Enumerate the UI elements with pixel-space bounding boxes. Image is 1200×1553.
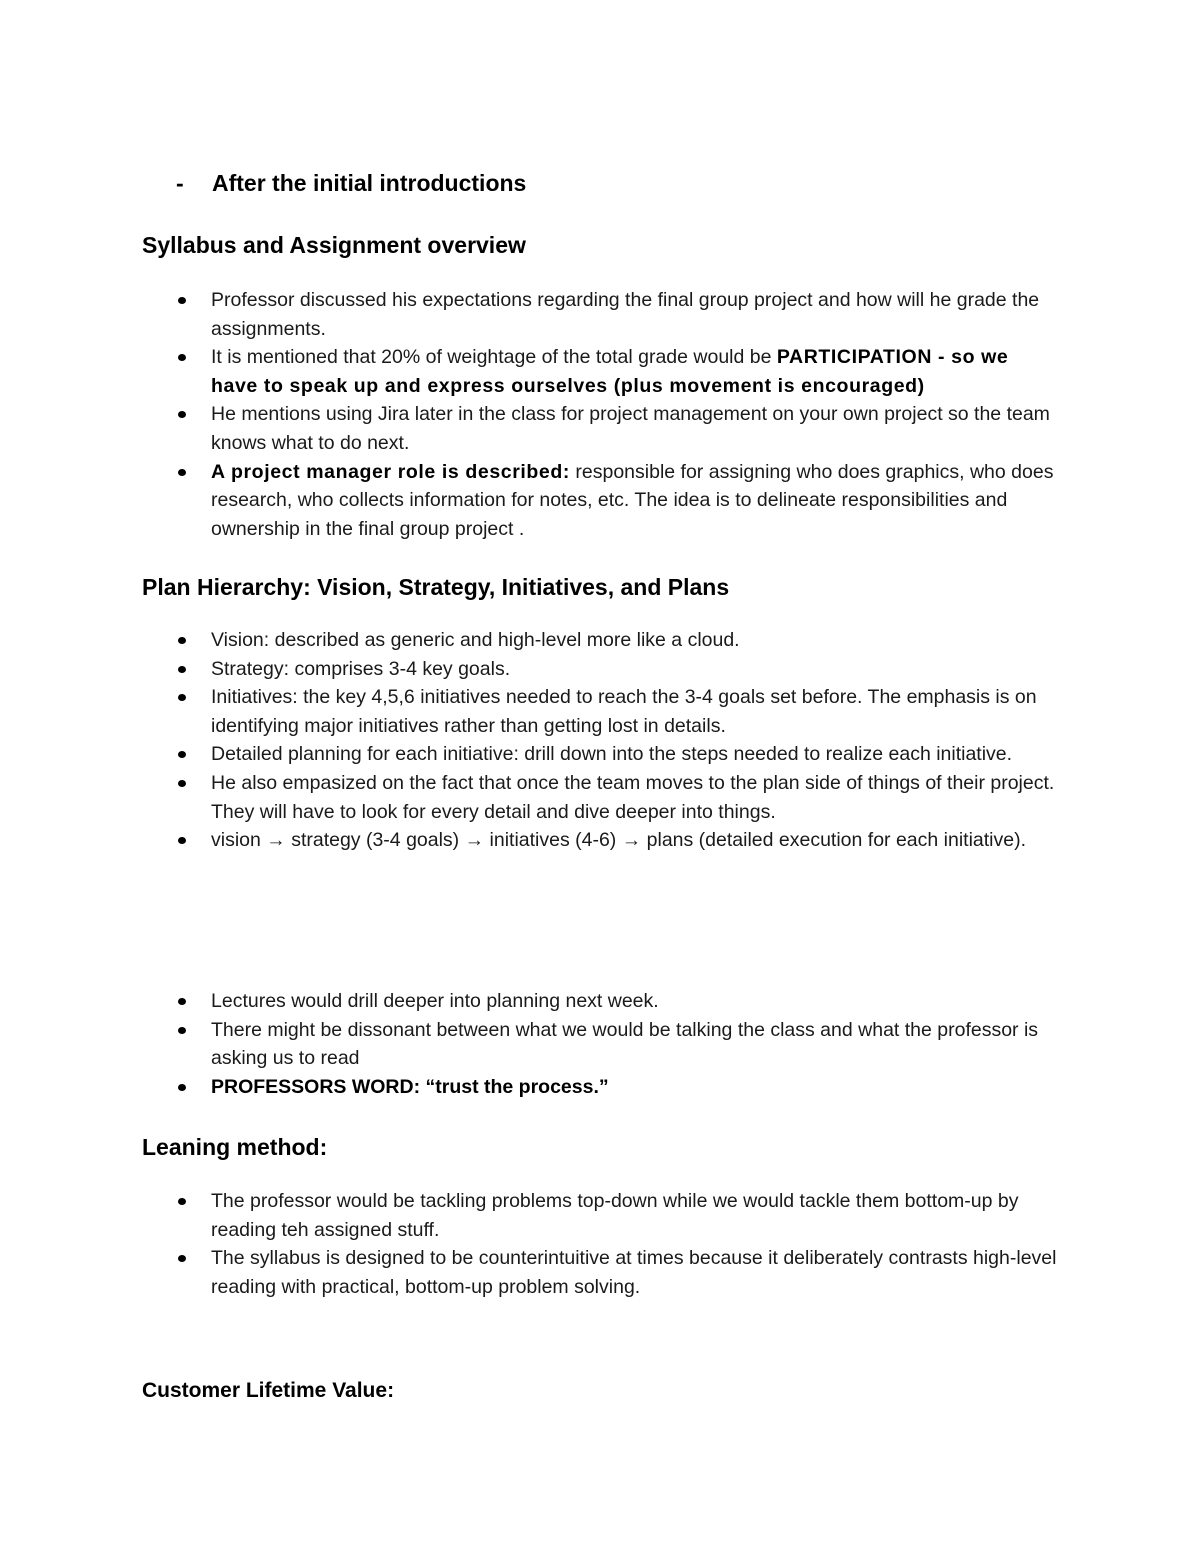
bullet-icon	[178, 354, 186, 361]
project-manager-emphasis: A project manager role is described:	[211, 460, 570, 483]
leaning-list	[0, 1187, 1200, 1301]
list-item	[0, 740, 1200, 769]
list-item-text: He also empasized on the fact that once the team moves to the plan side of things of their project. They will have to look for every detail and dive deeper into things.	[211, 771, 1055, 823]
list-item	[0, 626, 1200, 655]
list-item-text: Strategy: comprises 3-4 key goals.	[211, 657, 511, 680]
plan-hierarchy-heading: Plan Hierarchy: Vision, Strategy, Initiatives, and Plans	[142, 574, 730, 600]
list-item	[0, 769, 1200, 826]
list-item-text: Vision: described as generic and high-level more like a cloud.	[211, 629, 740, 651]
list-item	[0, 1244, 1200, 1301]
bullet-icon	[178, 837, 186, 844]
list-item-text: Lectures would drill deeper into planning next week.	[211, 990, 659, 1012]
lectures-list	[0, 987, 1200, 1101]
leaning-method-heading: Leaning method:	[142, 1134, 328, 1160]
professors-word: PROFESSORS WORD: “trust the process.”	[211, 1075, 609, 1098]
list-item-text: responsible for assigning who does graphics, who does research, who collects information for notes, etc. The idea is to delineate responsibilities and ownership in the final group project .	[211, 460, 1054, 540]
intro-heading	[176, 167, 526, 199]
list-item	[0, 1016, 1200, 1073]
plan-list	[0, 626, 1200, 855]
bullet-icon	[178, 297, 186, 304]
bullet-icon	[178, 469, 186, 476]
participation-emphasis: PARTICIPATION - so we have to speak up and express ourselves (plus movement is encouraged)	[211, 346, 1009, 397]
list-item-text: Initiatives: the key 4,5,6 initiatives needed to reach the 3-4 goals set before. The emphasis is on identifying major initiatives rather than getting lost in details.	[211, 686, 1037, 737]
list-item	[0, 683, 1200, 740]
bullet-icon	[178, 998, 186, 1005]
list-item-text: He mentions using Jira later in the class for project management on your own project so the team knows what to do next.	[211, 403, 1050, 454]
bullet-icon	[178, 1255, 186, 1262]
bullet-icon	[178, 1198, 186, 1205]
list-item-text: There might be dissonant between what we would be talking the class and what the professor is asking us to read	[211, 1018, 1039, 1070]
syllabus-list	[0, 286, 1200, 543]
list-item-text: Professor discussed his expectations regarding the final group project and how will he grade the assignments.	[211, 289, 1040, 340]
list-item	[0, 655, 1200, 684]
bullet-icon	[178, 1027, 186, 1034]
intro-heading-text: After the initial introductions	[212, 170, 527, 196]
dash-marker: -	[176, 170, 184, 196]
list-item-text: The professor would be tackling problems top-down while we would tackle them bottom-up by reading teh assigned stuff.	[211, 1190, 1019, 1241]
list-item	[0, 1187, 1200, 1244]
list-item	[0, 826, 1200, 855]
bullet-icon	[178, 751, 186, 758]
list-item-text: vision → strategy (3-4 goals) → initiatives (4-6) → plans (detailed execution for each initiative).	[211, 829, 1027, 852]
bullet-icon	[178, 780, 186, 787]
list-item	[0, 343, 1200, 400]
list-item-text: The syllabus is designed to be counterintuitive at times because it deliberately contrasts high-level reading with practical, bottom-up problem solving.	[211, 1247, 1057, 1298]
list-item	[0, 458, 1200, 544]
bullet-icon	[178, 411, 186, 418]
syllabus-heading: Syllabus and Assignment overview	[142, 232, 526, 258]
list-item	[0, 1073, 1200, 1102]
list-item-text: It is mentioned that 20% of weightage of the total grade would be	[211, 346, 777, 369]
list-item	[0, 987, 1200, 1016]
customer-lifetime-value-heading: Customer Lifetime Value:	[142, 1379, 395, 1402]
bullet-icon	[178, 694, 186, 701]
list-item	[0, 400, 1200, 457]
list-item-text: Detailed planning for each initiative: drill down into the steps needed to realize each initiative.	[211, 743, 1013, 766]
bullet-icon	[178, 1084, 186, 1091]
list-item	[0, 286, 1200, 343]
bullet-icon	[178, 637, 186, 644]
bullet-icon	[178, 666, 186, 673]
